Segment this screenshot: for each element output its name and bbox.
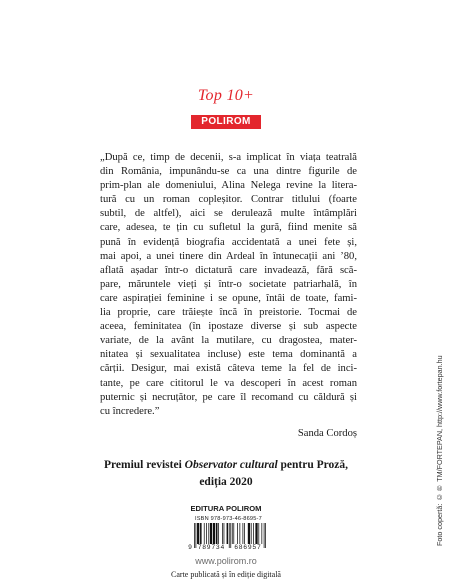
blurb-quote (100, 151, 357, 419)
barcode-bar (208, 523, 209, 544)
publisher-badge-row (0, 111, 452, 125)
barcode-bar (216, 523, 218, 544)
barcode-bar (197, 523, 199, 544)
blurb-line: nitatea și sexualitatea incluse) este tema dominantă a (100, 349, 357, 361)
award-suffix: pentru Proză, (277, 459, 349, 471)
blurb-line: tură cu un roman copleșitor. Contrar titlului (foarte (100, 194, 357, 206)
barcode-bar (224, 523, 225, 544)
barcode-bar (218, 523, 219, 544)
barcode-bar (248, 523, 250, 544)
blurb-line: subtil, de altfel), aici se derulează multe întâmplări (100, 208, 357, 220)
blurb-line: aflată așadar într-o dictatură care invadează, fără scă- (100, 264, 357, 276)
publisher-badge: POLIROM (191, 115, 260, 129)
isbn-label: ISBN 978-973-46-8695-7 (195, 516, 262, 522)
barcode-bar (206, 523, 207, 544)
award-line-2: ediția 2020 (199, 476, 253, 488)
barcode-bar (253, 523, 254, 544)
barcode-bar (261, 523, 262, 544)
award-prefix: Premiul revistei (103, 459, 185, 471)
digital-edition-note: Carte publicată și în ediție digitală (171, 570, 281, 579)
blurb-line: tante, pe care cititorul le va descoperi în acest roman (100, 377, 357, 389)
blurb-line: pună în evidență biografia accidentată a unei fete și, (100, 236, 357, 248)
barcode-bar (255, 523, 257, 544)
barcode-bar (227, 523, 229, 544)
blurb-line: „După ce, timp de decenii, s-a implicat în viața teatrală (100, 152, 357, 163)
blurb-line: lia proprie, care trăiește încă în preistorie. Tocmai de (100, 307, 357, 319)
blurb-line: cu încredere.” (100, 405, 160, 417)
blurb-line: pare, măruntele vieți și într-o societate patriarhală, în (100, 278, 357, 290)
blurb-line: mai apoi, a unei tinere din Ardeal în întunecații ani ’80, (100, 250, 357, 262)
barcode-guard-bar (265, 523, 266, 548)
blurb-line: prim-plan ale domeniului, Alina Nelega revine la litera- (100, 180, 357, 192)
blurb-author: Sanda Cordoș (297, 428, 357, 439)
barcode-bar (222, 523, 223, 544)
blurb-line: care aspirației feminine i se opune, întâi de toate, fami- (100, 292, 357, 304)
barcode-bar (200, 523, 202, 544)
barcode-bar (239, 523, 240, 544)
award-magazine-name: Observator cultural (184, 459, 278, 471)
blurb-line: variate, de la avânt la mutilare, cu dragostea, mater- (100, 335, 357, 347)
barcode-digits-right: 686957 (234, 544, 262, 551)
award-line-1 (0, 457, 452, 474)
barcode-bar (243, 523, 244, 544)
barcode-bar (237, 523, 238, 544)
publisher-website: www.polirom.ro (195, 556, 257, 566)
series-logo: Top 10+ (197, 87, 255, 104)
blurb-line: care, adesea, te țin cu sufletul la gură, fiind menite să (100, 222, 357, 234)
barcode-block (186, 516, 270, 554)
blurb-line: puternic și necruțător, pe care îl recomand cu căldură și (100, 391, 357, 403)
blurb-line: din România, impunându-se ca una dintre figurile de (100, 166, 357, 178)
barcode-bar (210, 523, 212, 544)
barcode-digits-left: 789734 (197, 544, 226, 551)
barcode-bar (244, 523, 245, 544)
barcode-bar (258, 523, 259, 544)
barcode-digit-lead: 9 (188, 544, 192, 551)
barcode-bar (204, 523, 205, 544)
blurb-line: aceea, feminitatea (în ipostaze diverse și sub aspecte (100, 321, 357, 333)
blurb-line: cărții. Desigur, mai există câteva teme la fel de inci- (100, 363, 357, 375)
award-notice (0, 457, 452, 491)
barcode-bar (213, 523, 215, 544)
barcode-bar (251, 523, 252, 544)
barcode-guard-bar (194, 523, 195, 548)
cover-photo-credit: Foto copertă: ©® TM/FORTEPAN, http://www.fortepan.hu (435, 355, 444, 546)
imprint-label: EDITURA POLIROM (190, 504, 262, 513)
barcode-bar (232, 523, 233, 544)
barcode-bar (233, 523, 234, 544)
barcode-guard-bar (229, 523, 230, 548)
